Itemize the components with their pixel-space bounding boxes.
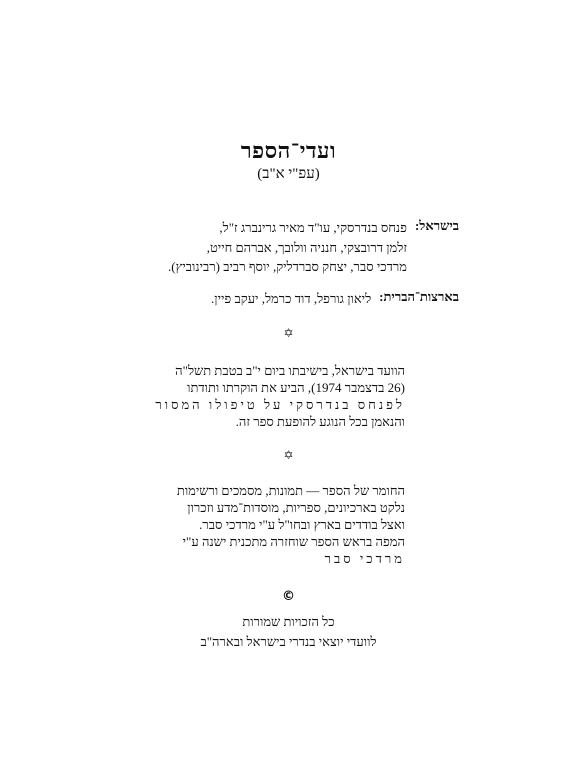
paragraph-line: והנאמן בכל הנוגע להופעת ספר זה. (235, 414, 405, 429)
page-title: ועדי־הספר (240, 138, 337, 163)
committee-members-line: זלמן דרובצקי, חנניה וולובך, אברהם חייט, (206, 239, 407, 255)
copyright-icon: © (282, 589, 295, 604)
page-subtitle: (עפ"י א"ב) (257, 166, 320, 182)
paragraph-line: הוועד בישראל, בישיבתו ביום י"ב בטבת תשל"ה (175, 363, 405, 378)
committee-israel (99, 218, 459, 277)
committee-label: בישראל: (414, 218, 459, 233)
committee-usa (99, 289, 459, 309)
rights-line: כל הזכויות שמורות (242, 614, 335, 629)
committee-members-line: מרדכי סבר, יצחק סברדליק, יוסף רביב (רבינוביץ). (168, 259, 407, 274)
committee-label: בארצות־הברית: (379, 289, 459, 304)
rights-line: לוועדי יוצאי בנדרי בישראל ובארה"ב (200, 634, 377, 649)
paragraph-line: (26 בדצמבר 1974), הביע את הוקרתו ותודתו (187, 380, 405, 395)
committee-members-line: פנחס בנדרסקי, עו"ד מאיר גרינברג ז"ל, (219, 220, 407, 235)
sources-paragraph (145, 482, 405, 567)
paragraph-line: נלקט בארכיונים, ספריות, מוסדות־מדע וזכרון (187, 500, 405, 515)
committee-members-line: ליאון גורפל, דוד כרמל, יעקב פיין. (211, 291, 372, 306)
acknowledgement-paragraph (145, 362, 405, 430)
paragraph-line: המפה בראש הספר שוחזרה מתכנית ישנה ע"י (182, 534, 405, 549)
paragraph-line: מרדכי סבר (324, 551, 405, 566)
rights-notice (0, 612, 577, 652)
star-of-david-icon: ✡ (283, 326, 294, 340)
star-of-david-icon: ✡ (283, 448, 294, 462)
paragraph-line: לפנחס בנדרסקי על טיפולו המסור (155, 397, 405, 412)
paragraph-line: החומר של הספר — תמונות, מסמכים ורשימות (176, 483, 405, 498)
paragraph-line: ואצל בודדים בארץ ובחו"ל ע"י מרדכי סבר. (199, 517, 405, 532)
